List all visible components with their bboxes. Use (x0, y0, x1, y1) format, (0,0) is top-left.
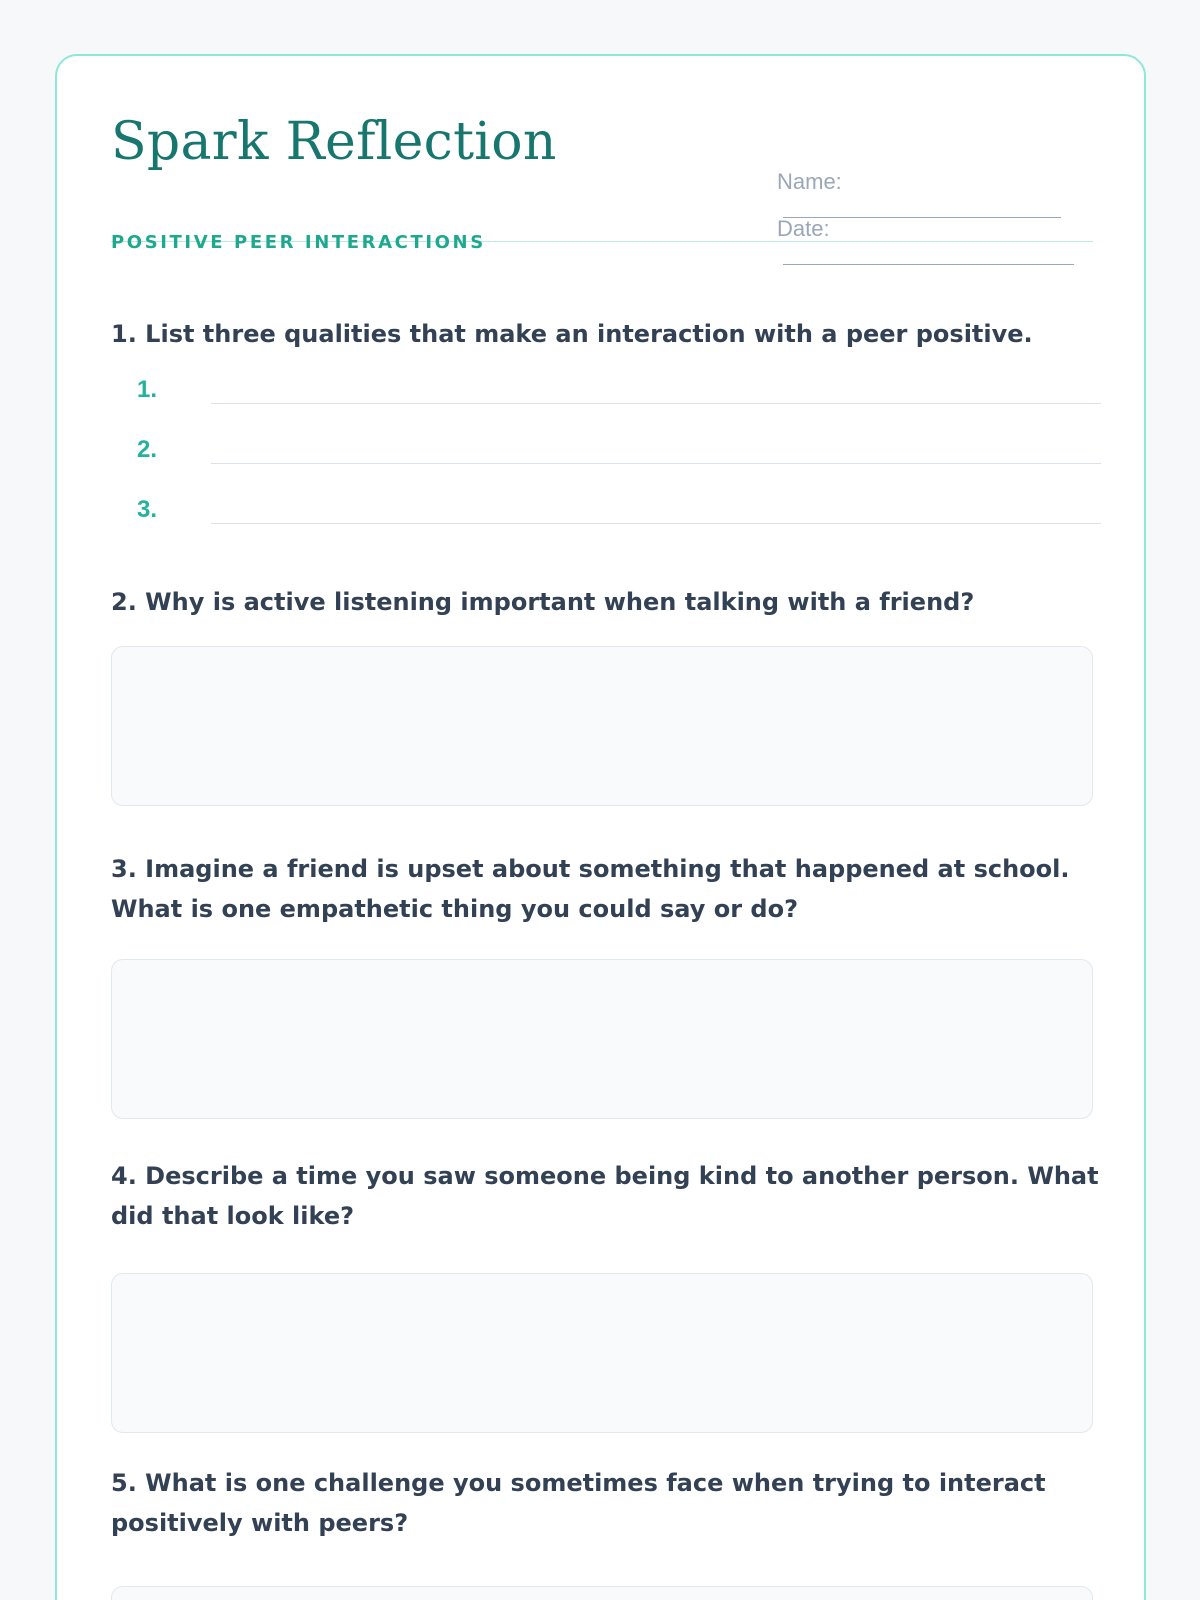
answer-line-number-2: 2. (137, 436, 158, 463)
date-field[interactable] (777, 217, 1123, 265)
answer-line-1[interactable] (137, 370, 1101, 410)
answer-line-rule-3[interactable] (211, 523, 1101, 524)
worksheet-card (55, 54, 1146, 1600)
answer-line-2[interactable] (137, 430, 1101, 470)
question-1: 1. List three qualities that make an interaction with a peer positive. (111, 320, 1033, 348)
question-5: 5. What is one challenge you sometimes face when trying to interact positively with peers? (111, 1469, 1046, 1537)
answer-line-rule-1[interactable] (211, 403, 1101, 404)
worksheet-subtitle: POSITIVE PEER INTERACTIONS (111, 232, 486, 253)
worksheet-title: Spark Reflection (111, 112, 557, 172)
answer-line-3[interactable] (137, 490, 1101, 530)
name-label: Name: (777, 169, 842, 194)
answer-box-5[interactable] (111, 1586, 1093, 1600)
answer-line-number-3: 3. (137, 496, 158, 523)
worksheet-header (111, 112, 1093, 253)
answer-box-3[interactable] (111, 959, 1093, 1119)
question-4: 4. Describe a time you saw someone being kind to another person. What did that look like? (111, 1162, 1099, 1230)
question-3: 3. Imagine a friend is upset about something that happened at school. What is one empathetic thing you could say or do? (111, 855, 1070, 923)
answer-box-4[interactable] (111, 1273, 1093, 1433)
answer-line-number-1: 1. (137, 376, 158, 403)
name-field[interactable] (777, 170, 1123, 218)
answer-line-rule-2[interactable] (211, 463, 1101, 464)
question-2: 2. Why is active listening important when talking with a friend? (111, 588, 975, 616)
date-underline[interactable] (783, 247, 1074, 265)
answer-box-2[interactable] (111, 646, 1093, 806)
date-label: Date: (777, 216, 830, 241)
